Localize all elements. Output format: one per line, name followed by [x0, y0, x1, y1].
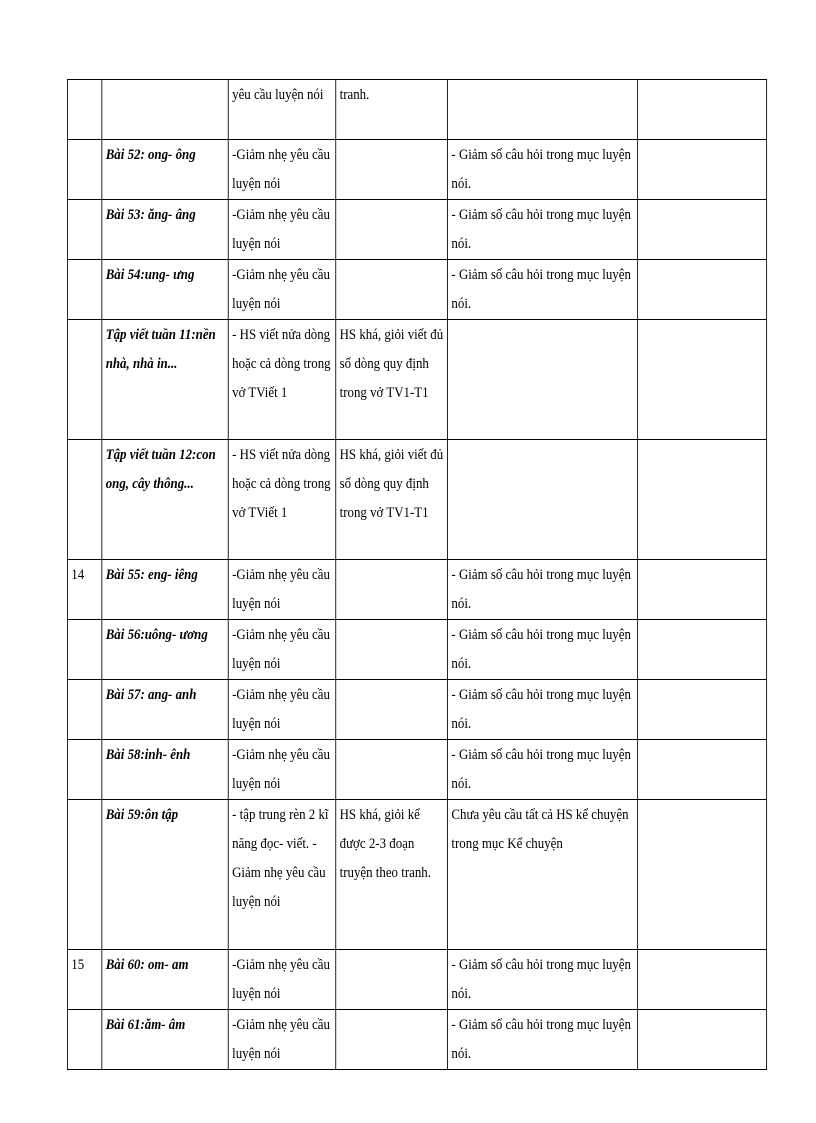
note-cell	[448, 320, 638, 440]
week-cell	[67, 140, 101, 200]
week-cell	[67, 740, 101, 800]
week-cell	[67, 800, 101, 950]
advanced-cell	[336, 140, 448, 200]
extra-cell	[638, 740, 767, 800]
extra-cell	[638, 320, 767, 440]
note-cell: - Giảm số câu hỏi trong mục luyện nói.	[448, 200, 638, 260]
extra-cell	[638, 140, 767, 200]
table-row	[67, 680, 766, 740]
advanced-cell: HS khá, giỏi viết đủ số dòng quy định trong vở TV1-T1	[336, 440, 448, 560]
note-cell	[448, 80, 638, 140]
adjustment-cell: -Giảm nhẹ yêu cầu luyện nói	[228, 680, 336, 740]
lesson-cell: Bài 59:ôn tập	[102, 800, 228, 950]
week-cell	[67, 320, 101, 440]
adjustment-cell: yêu cầu luyện nói	[228, 80, 336, 140]
lesson-cell: Bài 53: ăng- âng	[102, 200, 228, 260]
table-row	[67, 440, 766, 560]
advanced-cell: HS khá, giỏi viết đủ số dòng quy định trong vở TV1-T1	[336, 320, 448, 440]
advanced-cell	[336, 950, 448, 1010]
adjustment-cell: -Giảm nhẹ yêu cầu luyện nói	[228, 620, 336, 680]
week-cell: 14	[67, 560, 101, 620]
table-row	[67, 950, 766, 1010]
note-cell: - Giảm số câu hỏi trong mục luyện nói.	[448, 740, 638, 800]
advanced-cell	[336, 740, 448, 800]
table-row	[67, 800, 766, 950]
extra-cell	[638, 560, 767, 620]
adjustment-cell: - HS viết nửa dòng hoặc cả dòng trong vở TViết 1	[228, 320, 336, 440]
lesson-cell: Bài 56:uông- ương	[102, 620, 228, 680]
note-cell: - Giảm số câu hỏi trong mục luyện nói.	[448, 950, 638, 1010]
lesson-cell: Bài 61:ăm- âm	[102, 1010, 228, 1070]
table-row	[67, 140, 766, 200]
adjustment-cell: -Giảm nhẹ yêu cầu luyện nói	[228, 260, 336, 320]
week-cell	[67, 440, 101, 560]
extra-cell	[638, 800, 767, 950]
week-cell	[67, 260, 101, 320]
lesson-cell: Bài 52: ong- ông	[102, 140, 228, 200]
lesson-cell: Bài 60: om- am	[102, 950, 228, 1010]
adjustment-table	[67, 79, 767, 1070]
lesson-cell: Tập viết tuần 11:nền nhà, nhà in...	[102, 320, 228, 440]
table-row	[67, 560, 766, 620]
adjustment-cell: -Giảm nhẹ yêu cầu luyện nói	[228, 740, 336, 800]
extra-cell	[638, 680, 767, 740]
note-cell: - Giảm số câu hỏi trong mục luyện nói.	[448, 560, 638, 620]
lesson-cell: Bài 58:inh- ênh	[102, 740, 228, 800]
lesson-cell: Bài 54:ung- ưng	[102, 260, 228, 320]
advanced-cell	[336, 560, 448, 620]
extra-cell	[638, 620, 767, 680]
note-cell: - Giảm số câu hỏi trong mục luyện nói.	[448, 620, 638, 680]
extra-cell	[638, 950, 767, 1010]
extra-cell	[638, 80, 767, 140]
table-row	[67, 200, 766, 260]
lesson-cell: Bài 55: eng- iêng	[102, 560, 228, 620]
table-row	[67, 740, 766, 800]
note-cell: - Giảm số câu hỏi trong mục luyện nói.	[448, 140, 638, 200]
document-page	[67, 79, 766, 1070]
note-cell: Chưa yêu cầu tất cả HS kể chuyện trong mục Kể chuyện	[448, 800, 638, 950]
extra-cell	[638, 440, 767, 560]
week-cell	[67, 200, 101, 260]
note-cell: - Giảm số câu hỏi trong mục luyện nói.	[448, 1010, 638, 1070]
adjustment-cell: -Giảm nhẹ yêu cầu luyện nói	[228, 1010, 336, 1070]
advanced-cell	[336, 260, 448, 320]
advanced-cell	[336, 680, 448, 740]
advanced-cell	[336, 200, 448, 260]
lesson-cell: Bài 57: ang- anh	[102, 680, 228, 740]
advanced-cell: HS khá, giỏi kể được 2-3 đoạn truyện theo tranh.	[336, 800, 448, 950]
table-row	[67, 320, 766, 440]
week-cell: 15	[67, 950, 101, 1010]
lesson-cell: Tập viết tuần 12:con ong, cây thông...	[102, 440, 228, 560]
note-cell: - Giảm số câu hỏi trong mục luyện nói.	[448, 680, 638, 740]
advanced-cell	[336, 620, 448, 680]
adjustment-cell: -Giảm nhẹ yêu cầu luyện nói	[228, 200, 336, 260]
extra-cell	[638, 260, 767, 320]
week-cell	[67, 620, 101, 680]
week-cell	[67, 1010, 101, 1070]
adjustment-cell: -Giảm nhẹ yêu cầu luyện nói	[228, 140, 336, 200]
lesson-cell	[102, 80, 228, 140]
extra-cell	[638, 200, 767, 260]
note-cell	[448, 440, 638, 560]
table-row	[67, 620, 766, 680]
week-cell	[67, 80, 101, 140]
advanced-cell	[336, 1010, 448, 1070]
table-row	[67, 1010, 766, 1070]
note-cell: - Giảm số câu hỏi trong mục luyện nói.	[448, 260, 638, 320]
table-row	[67, 260, 766, 320]
table-row	[67, 80, 766, 140]
advanced-cell: tranh.	[336, 80, 448, 140]
adjustment-cell: - HS viết nửa dòng hoặc cả dòng trong vở TViết 1	[228, 440, 336, 560]
adjustment-cell: -Giảm nhẹ yêu cầu luyện nói	[228, 950, 336, 1010]
extra-cell	[638, 1010, 767, 1070]
adjustment-cell: - tập trung rèn 2 kĩ năng đọc- viết. -Giảm nhẹ yêu cầu luyện nói	[228, 800, 336, 950]
week-cell	[67, 680, 101, 740]
adjustment-cell: -Giảm nhẹ yêu cầu luyện nói	[228, 560, 336, 620]
